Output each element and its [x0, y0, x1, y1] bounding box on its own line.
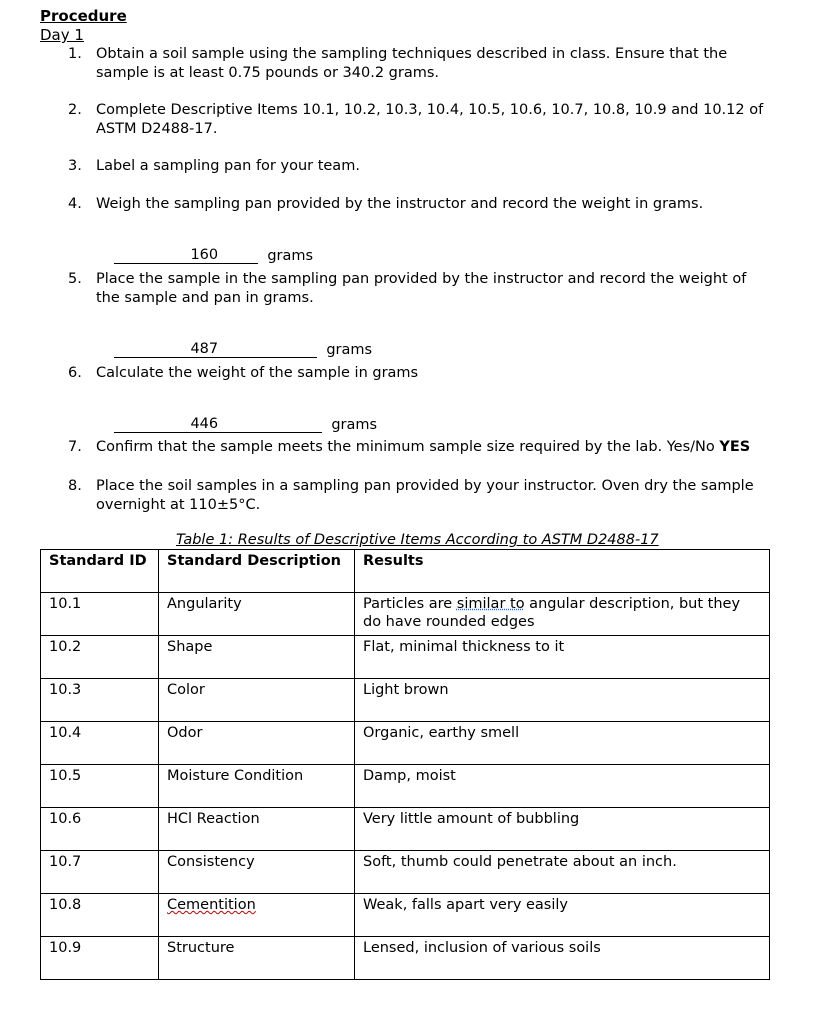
- blank-line: [218, 417, 322, 433]
- step-text: Obtain a soil sample using the sampling techniques described in class. Ensure that the sample is at least 0.75 pounds or 340.2 grams.: [96, 46, 728, 81]
- cell-id: 10.5: [41, 765, 159, 808]
- sample-weight-value: 446: [190, 416, 219, 432]
- cell-result: Flat, minimal thickness to it: [355, 636, 770, 679]
- cell-description: [159, 894, 355, 937]
- cell-result: Soft, thumb could penetrate about an inch.: [355, 851, 770, 894]
- step-number: 6.: [68, 365, 82, 381]
- table-header-row: [41, 550, 770, 593]
- cell-result: [355, 593, 770, 636]
- table-row: [41, 851, 770, 894]
- results-table: [40, 549, 770, 980]
- header-standard-id: Standard ID: [41, 550, 159, 593]
- step-text: Calculate the weight of the sample in grams: [96, 365, 419, 381]
- cell-description: HCl Reaction: [159, 808, 355, 851]
- cell-result: Organic, earthy smell: [355, 722, 770, 765]
- result-text: Particles are: [363, 596, 457, 612]
- blank-line: [114, 342, 190, 358]
- step-text: [96, 438, 768, 457]
- spelling-flag: Cementition: [167, 897, 256, 913]
- step-text: Complete Descriptive Items 10.1, 10.2, 10.3, 10.4, 10.5, 10.6, 10.7, 10.8, 10.9 and 10.12 of ASTM D2488-17.: [96, 102, 764, 137]
- step-number: 4.: [68, 196, 82, 212]
- cell-result: Lensed, inclusion of various soils: [355, 937, 770, 980]
- cell-id: 10.6: [41, 808, 159, 851]
- step-7-answer: YES: [719, 439, 751, 455]
- grammar-flag: similar to: [456, 596, 525, 612]
- step-number: 3.: [68, 158, 82, 174]
- cell-result: Very little amount of bubbling: [355, 808, 770, 851]
- blank-line: [218, 248, 258, 264]
- table-row: [41, 894, 770, 937]
- step-number: 2.: [68, 102, 82, 118]
- table-row: [41, 593, 770, 636]
- cell-description: Color: [159, 679, 355, 722]
- unit-label: grams: [267, 248, 314, 264]
- step-7-question: Confirm that the sample meets the minimum sample size required by the lab. Yes/No: [96, 439, 720, 455]
- procedure-heading: Procedure: [40, 7, 127, 25]
- step-number: 5.: [68, 271, 82, 287]
- table-row: [41, 679, 770, 722]
- pan-weight-value: 160: [190, 247, 219, 263]
- cell-result: Weak, falls apart very easily: [355, 894, 770, 937]
- cell-result: Damp, moist: [355, 765, 770, 808]
- step-number: 7.: [68, 439, 82, 455]
- header-standard-description: Standard Description: [159, 550, 355, 593]
- cell-id: 10.1: [41, 593, 159, 636]
- step-text: Weigh the sampling pan provided by the instructor and record the weight in grams.: [96, 196, 704, 212]
- cell-description: Shape: [159, 636, 355, 679]
- cell-id: 10.9: [41, 937, 159, 980]
- table-caption: Table 1: Results of Descriptive Items According to ASTM D2488-17: [176, 532, 659, 548]
- blank-line: [114, 248, 190, 264]
- step-text: Label a sampling pan for your team.: [96, 158, 360, 174]
- day-heading: Day 1: [40, 26, 84, 44]
- cell-id: 10.3: [41, 679, 159, 722]
- blank-line: [114, 417, 190, 433]
- cell-id: 10.4: [41, 722, 159, 765]
- step-number: 1.: [68, 46, 82, 62]
- cell-description: Moisture Condition: [159, 765, 355, 808]
- sample-and-pan-value: 487: [190, 341, 219, 357]
- step-text: Place the sample in the sampling pan provided by the instructor and record the weight of the sample and pan in grams.: [96, 271, 747, 306]
- header-results: Results: [355, 550, 770, 593]
- cell-id: 10.7: [41, 851, 159, 894]
- cell-description: Angularity: [159, 593, 355, 636]
- step-number: 8.: [68, 478, 82, 494]
- table-row: [41, 937, 770, 980]
- table-row: [41, 765, 770, 808]
- cell-result: Light brown: [355, 679, 770, 722]
- blank-line: [218, 342, 317, 358]
- table-row: [41, 636, 770, 679]
- table-row: [41, 722, 770, 765]
- result-text: angular description, but they do have rounded edges: [363, 596, 741, 630]
- unit-label: grams: [331, 417, 378, 433]
- table-row: [41, 808, 770, 851]
- cell-id: 10.2: [41, 636, 159, 679]
- cell-description: Odor: [159, 722, 355, 765]
- step-text: Place the soil samples in a sampling pan provided by your instructor. Oven dry the sample overnight at 110±5°C.: [96, 478, 754, 513]
- cell-id: 10.8: [41, 894, 159, 937]
- cell-description: Consistency: [159, 851, 355, 894]
- unit-label: grams: [326, 342, 373, 358]
- cell-description: Structure: [159, 937, 355, 980]
